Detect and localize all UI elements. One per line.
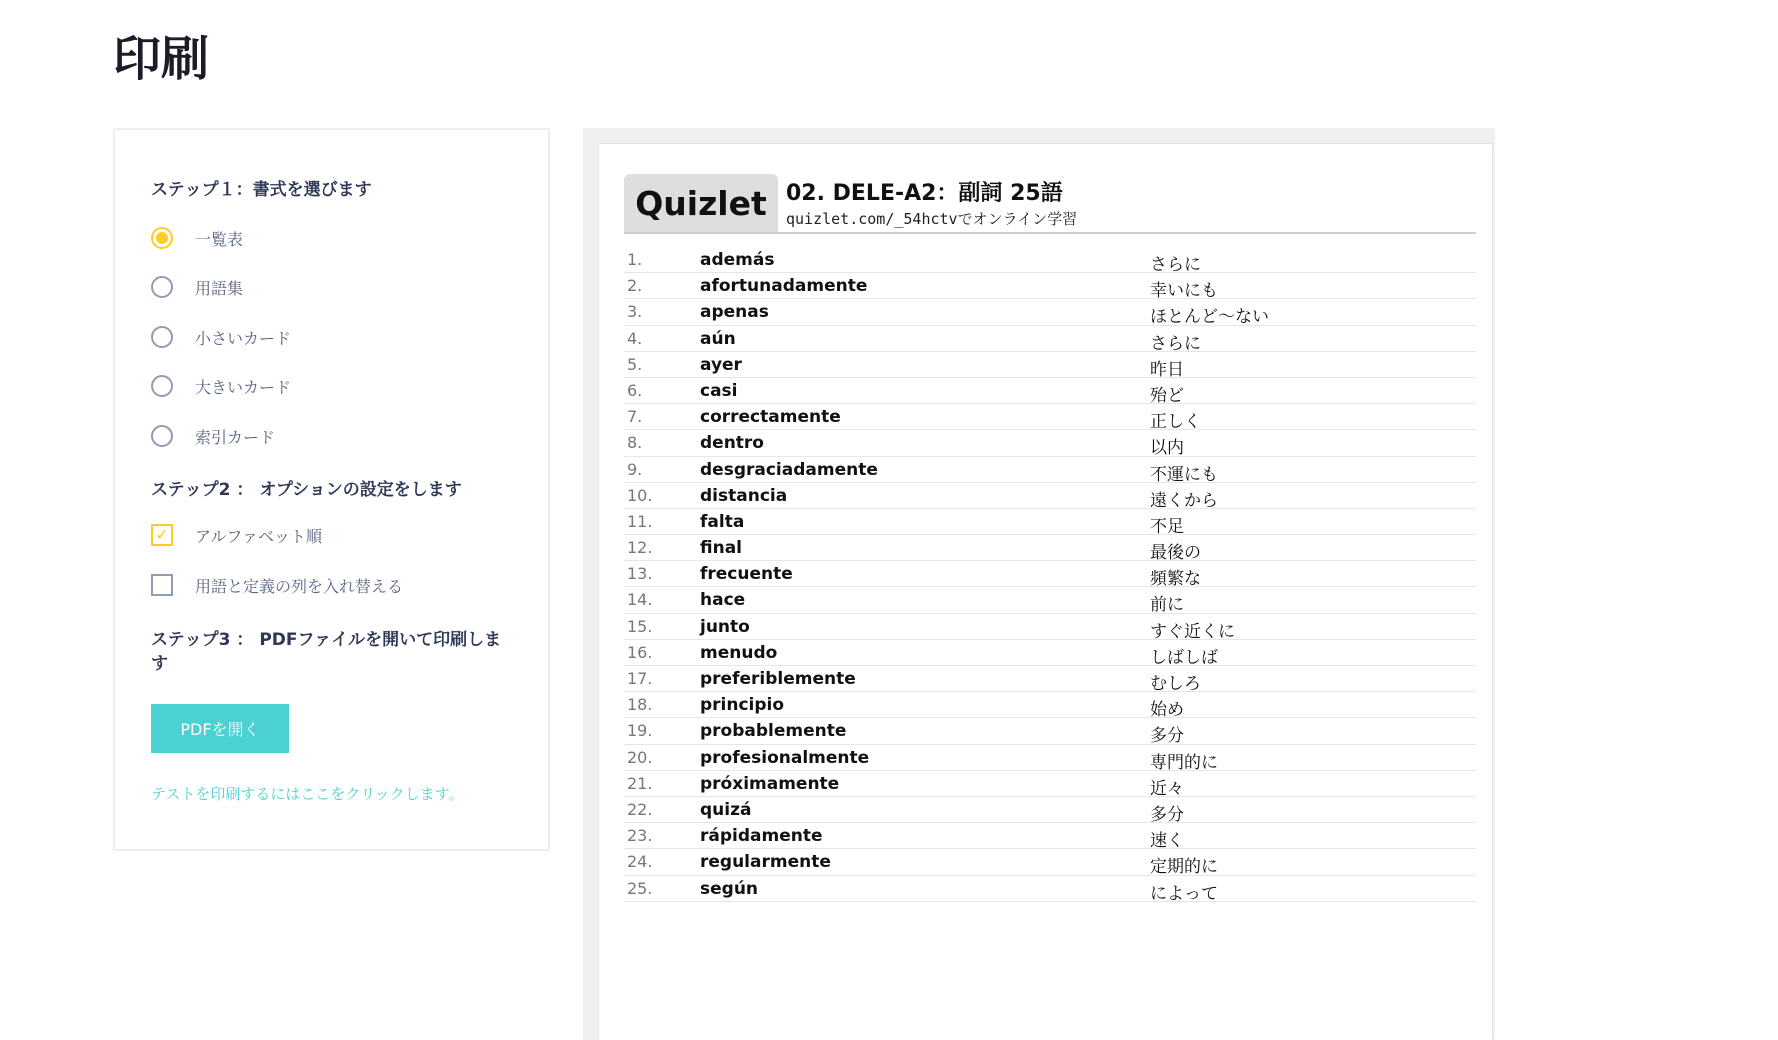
format-option-label: 索引カード — [195, 427, 276, 447]
term-word: menudo — [700, 642, 778, 663]
step2-heading: ステップ2 ： オプションの設定をします — [151, 480, 462, 500]
term-definition: 多分 — [1150, 804, 1184, 825]
term-number: 24. — [627, 852, 653, 872]
format-option-small-cards[interactable] — [151, 324, 291, 350]
term-word: según — [700, 878, 759, 899]
term-number: 17. — [627, 669, 653, 688]
term-word: rápidamente — [700, 826, 823, 847]
quizlet-logo: Quizlet — [624, 174, 778, 232]
term-definition: 頻繁な — [1150, 569, 1201, 590]
term-definition: すぐ近くに — [1150, 621, 1235, 642]
term-definition: 最後の — [1150, 543, 1201, 564]
term-row — [624, 457, 1476, 483]
radio-list[interactable] — [151, 227, 173, 249]
term-row — [624, 614, 1476, 640]
term-row — [624, 273, 1476, 302]
term-word: junto — [700, 616, 750, 637]
term-definition: 前に — [1150, 595, 1184, 616]
term-number: 8. — [627, 433, 643, 453]
set-title: 02. DELE-A2：副詞 25語 — [786, 181, 1063, 206]
term-word: final — [700, 538, 743, 559]
checkbox-alphabetical[interactable]: ✓ — [151, 524, 173, 546]
term-definition: 以内 — [1150, 438, 1184, 459]
term-row — [624, 483, 1476, 509]
format-option-glossary[interactable] — [151, 274, 243, 300]
term-number: 16. — [627, 642, 653, 662]
print-preview — [583, 128, 1495, 1040]
term-row — [624, 561, 1476, 590]
term-definition: によって — [1150, 883, 1218, 904]
term-word: hace — [700, 590, 746, 611]
step3-heading: ステップ3 ： PDFファイルを開いて印刷します — [151, 630, 502, 674]
term-row — [624, 666, 1476, 692]
term-definition: さらに — [1150, 255, 1201, 275]
term-number: 15. — [627, 616, 653, 636]
format-option-label: 小さいカード — [195, 328, 292, 348]
term-number: 11. — [627, 511, 653, 531]
term-word: próximamente — [700, 773, 840, 794]
term-word: probablemente — [700, 721, 847, 742]
format-option-large-cards[interactable] — [151, 373, 291, 399]
term-definition: 殆ど — [1150, 385, 1184, 406]
term-definition: 正しく — [1150, 412, 1201, 433]
term-row — [624, 430, 1476, 459]
term-number: 7. — [627, 407, 643, 427]
term-word: falta — [700, 511, 745, 532]
term-number: 20. — [627, 747, 653, 767]
term-word: regularmente — [700, 852, 831, 873]
term-row — [624, 745, 1476, 771]
radio-index-cards[interactable] — [151, 425, 173, 447]
term-row — [624, 352, 1476, 378]
term-word: aún — [700, 328, 736, 349]
term-number: 2. — [627, 276, 643, 296]
term-number: 12. — [627, 538, 653, 558]
term-definition: 速く — [1150, 831, 1184, 852]
term-row — [624, 535, 1476, 564]
term-word: casi — [700, 380, 738, 401]
term-definition: 不運にも — [1150, 464, 1218, 485]
term-row — [624, 587, 1476, 616]
term-word: dentro — [700, 433, 764, 454]
term-definition: 昨日 — [1150, 359, 1184, 380]
term-row — [624, 849, 1476, 878]
term-row — [624, 771, 1476, 797]
preview-sheet — [599, 144, 1492, 1040]
term-row — [624, 378, 1476, 404]
term-row — [624, 247, 1476, 273]
page-title: 印刷 — [113, 31, 210, 87]
radio-large-cards[interactable] — [151, 375, 173, 397]
term-row — [624, 692, 1476, 721]
term-word: frecuente — [700, 564, 793, 585]
term-definition: 定期的に — [1150, 857, 1218, 878]
term-definition: 不足 — [1150, 516, 1184, 537]
term-number: 5. — [627, 354, 643, 374]
step1-heading: ステップ１：書式を選びます — [151, 180, 372, 200]
setting-alphabetical[interactable] — [151, 522, 322, 548]
setting-label: 用語と定義の列を入れ替える — [195, 576, 404, 596]
term-definition: ほとんど～ない — [1150, 307, 1269, 328]
term-number: 22. — [627, 799, 653, 819]
print-options-panel — [113, 128, 550, 851]
term-word: desgraciadamente — [700, 459, 878, 480]
term-number: 9. — [627, 459, 643, 479]
term-definition: 多分 — [1150, 726, 1184, 747]
term-word: ayer — [700, 354, 742, 375]
term-number: 18. — [627, 695, 653, 715]
term-number: 10. — [627, 485, 653, 505]
term-definition: むしろ — [1150, 674, 1201, 694]
term-definition: 幸いにも — [1150, 281, 1218, 302]
term-row — [624, 299, 1476, 328]
term-number: 4. — [627, 328, 643, 348]
format-option-label: 用語集 — [195, 278, 244, 298]
term-row — [624, 823, 1476, 852]
term-row — [624, 509, 1476, 535]
term-word: principio — [700, 695, 785, 716]
term-row — [624, 876, 1476, 902]
term-number: 23. — [627, 826, 653, 846]
term-list — [624, 247, 1476, 902]
open-pdf-button[interactable]: PDFを開く — [151, 704, 289, 753]
term-definition: 近々 — [1150, 778, 1184, 799]
term-definition: 専門的に — [1150, 752, 1218, 773]
term-word: profesionalmente — [700, 747, 870, 768]
format-option-list[interactable] — [151, 225, 243, 251]
term-word: correctamente — [700, 407, 841, 428]
term-word: distancia — [700, 485, 788, 506]
term-number: 6. — [627, 380, 643, 400]
term-row — [624, 640, 1476, 666]
term-number: 19. — [627, 721, 653, 741]
term-row — [624, 797, 1476, 823]
term-definition: しばしば — [1150, 647, 1218, 668]
term-number: 21. — [627, 773, 653, 793]
term-number: 3. — [627, 302, 643, 322]
term-row — [624, 718, 1476, 747]
format-option-label: 大きいカード — [195, 377, 292, 397]
term-number: 1. — [627, 250, 643, 269]
set-url: quizlet.com/_54hctvでオンライン学習 — [786, 210, 1078, 228]
setting-label: アルファベット順 — [195, 526, 323, 546]
term-definition: さらに — [1150, 333, 1201, 354]
checkbox-swap-columns[interactable] — [151, 574, 173, 596]
term-row — [624, 404, 1476, 433]
radio-small-cards[interactable] — [151, 326, 173, 348]
term-word: apenas — [700, 302, 769, 323]
term-number: 25. — [627, 878, 653, 898]
term-definition: 遠くから — [1150, 490, 1218, 511]
format-option-label: 一覧表 — [195, 229, 244, 249]
term-word: además — [700, 250, 775, 270]
term-definition: 始め — [1150, 700, 1184, 721]
term-word: quizá — [700, 799, 752, 820]
term-number: 14. — [627, 590, 653, 610]
term-word: afortunadamente — [700, 276, 868, 297]
term-word: preferiblemente — [700, 669, 856, 689]
term-row — [624, 326, 1476, 352]
radio-glossary[interactable] — [151, 276, 173, 298]
print-test-link[interactable]: テストを印刷するにはここをクリックします。 — [151, 785, 464, 803]
sheet-header — [624, 174, 1476, 234]
setting-swap-columns[interactable] — [151, 572, 403, 598]
term-number: 13. — [627, 564, 653, 584]
format-option-index-cards[interactable] — [151, 423, 275, 449]
